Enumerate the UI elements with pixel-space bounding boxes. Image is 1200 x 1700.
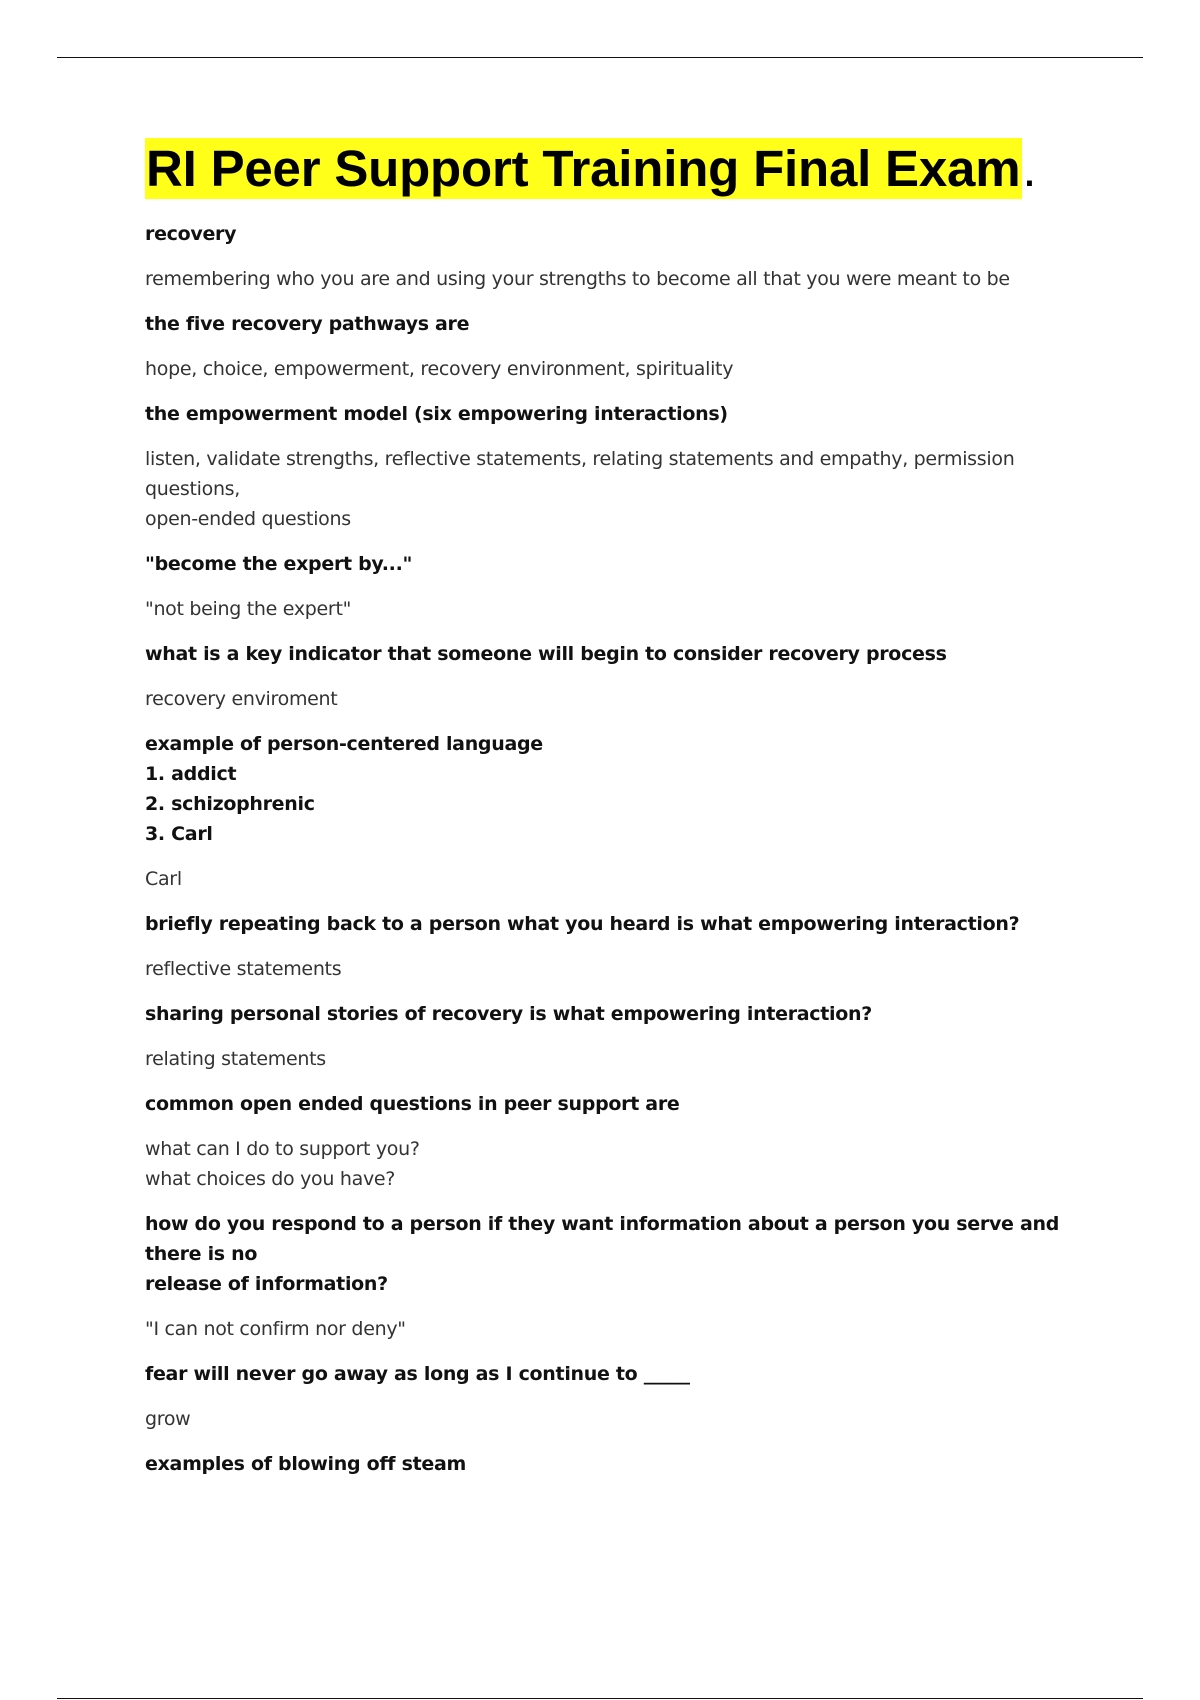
question xyxy=(145,399,1085,429)
question xyxy=(145,999,1085,1029)
answer xyxy=(145,864,1085,894)
answer-line: listen, validate strengths, reflective statements, relating statements and empathy, permission questions, xyxy=(145,447,1015,500)
question xyxy=(145,219,1085,249)
title-period: . xyxy=(1022,140,1037,197)
answer-line: remembering who you are and using your strengths to become all that you were meant to be xyxy=(145,267,1010,290)
question-line: examples of blowing off steam xyxy=(145,1452,466,1475)
bottom-divider xyxy=(57,1698,1143,1699)
question xyxy=(145,639,1085,669)
answer xyxy=(145,1044,1085,1074)
document-title xyxy=(145,140,1085,199)
question xyxy=(145,1209,1085,1299)
question xyxy=(145,1449,1085,1479)
document-body xyxy=(145,140,1085,1494)
question-line: sharing personal stories of recovery is what empowering interaction? xyxy=(145,1002,872,1025)
answer xyxy=(145,1134,1085,1194)
answer xyxy=(145,354,1085,384)
answer-line: "not being the expert" xyxy=(145,597,352,620)
question-line: "become the expert by..." xyxy=(145,552,413,575)
answer-line: hope, choice, empowerment, recovery environment, spirituality xyxy=(145,357,734,380)
answer xyxy=(145,444,1085,534)
answer-line: Carl xyxy=(145,867,182,890)
answer-line: what can I do to support you? xyxy=(145,1137,420,1160)
question xyxy=(145,1359,1085,1389)
answer-line: "I can not confirm nor deny" xyxy=(145,1317,406,1340)
top-divider xyxy=(57,57,1143,58)
question-line: common open ended questions in peer support are xyxy=(145,1092,680,1115)
question-line: the five recovery pathways are xyxy=(145,312,470,335)
question xyxy=(145,1089,1085,1119)
answer-line: what choices do you have? xyxy=(145,1167,396,1190)
question xyxy=(145,729,1085,849)
question xyxy=(145,909,1085,939)
answer-line: relating statements xyxy=(145,1047,326,1070)
question-line: recovery xyxy=(145,222,237,245)
question-line: example of person-centered language xyxy=(145,732,543,755)
answer xyxy=(145,954,1085,984)
question-line: release of information? xyxy=(145,1272,388,1295)
question-option: 3. Carl xyxy=(145,822,213,845)
question xyxy=(145,549,1085,579)
answer xyxy=(145,684,1085,714)
question-line: how do you respond to a person if they want information about a person you serve and there is no xyxy=(145,1212,1060,1265)
answer xyxy=(145,594,1085,624)
question xyxy=(145,309,1085,339)
answer-line: grow xyxy=(145,1407,191,1430)
answer-line: reflective statements xyxy=(145,957,342,980)
question-line: briefly repeating back to a person what you heard is what empowering interaction? xyxy=(145,912,1020,935)
answer-line: open-ended questions xyxy=(145,507,351,530)
answer xyxy=(145,1404,1085,1434)
question-line: what is a key indicator that someone will begin to consider recovery process xyxy=(145,642,947,665)
answer xyxy=(145,264,1085,294)
question-option: 1. addict xyxy=(145,762,237,785)
answer xyxy=(145,1314,1085,1344)
question-line: the empowerment model (six empowering interactions) xyxy=(145,402,728,425)
question-line: fear will never go away as long as I continue to _____ xyxy=(145,1362,690,1385)
answer-line: recovery enviroment xyxy=(145,687,338,710)
title-highlight: RI Peer Support Training Final Exam xyxy=(146,140,1021,197)
question-option: 2. schizophrenic xyxy=(145,792,315,815)
